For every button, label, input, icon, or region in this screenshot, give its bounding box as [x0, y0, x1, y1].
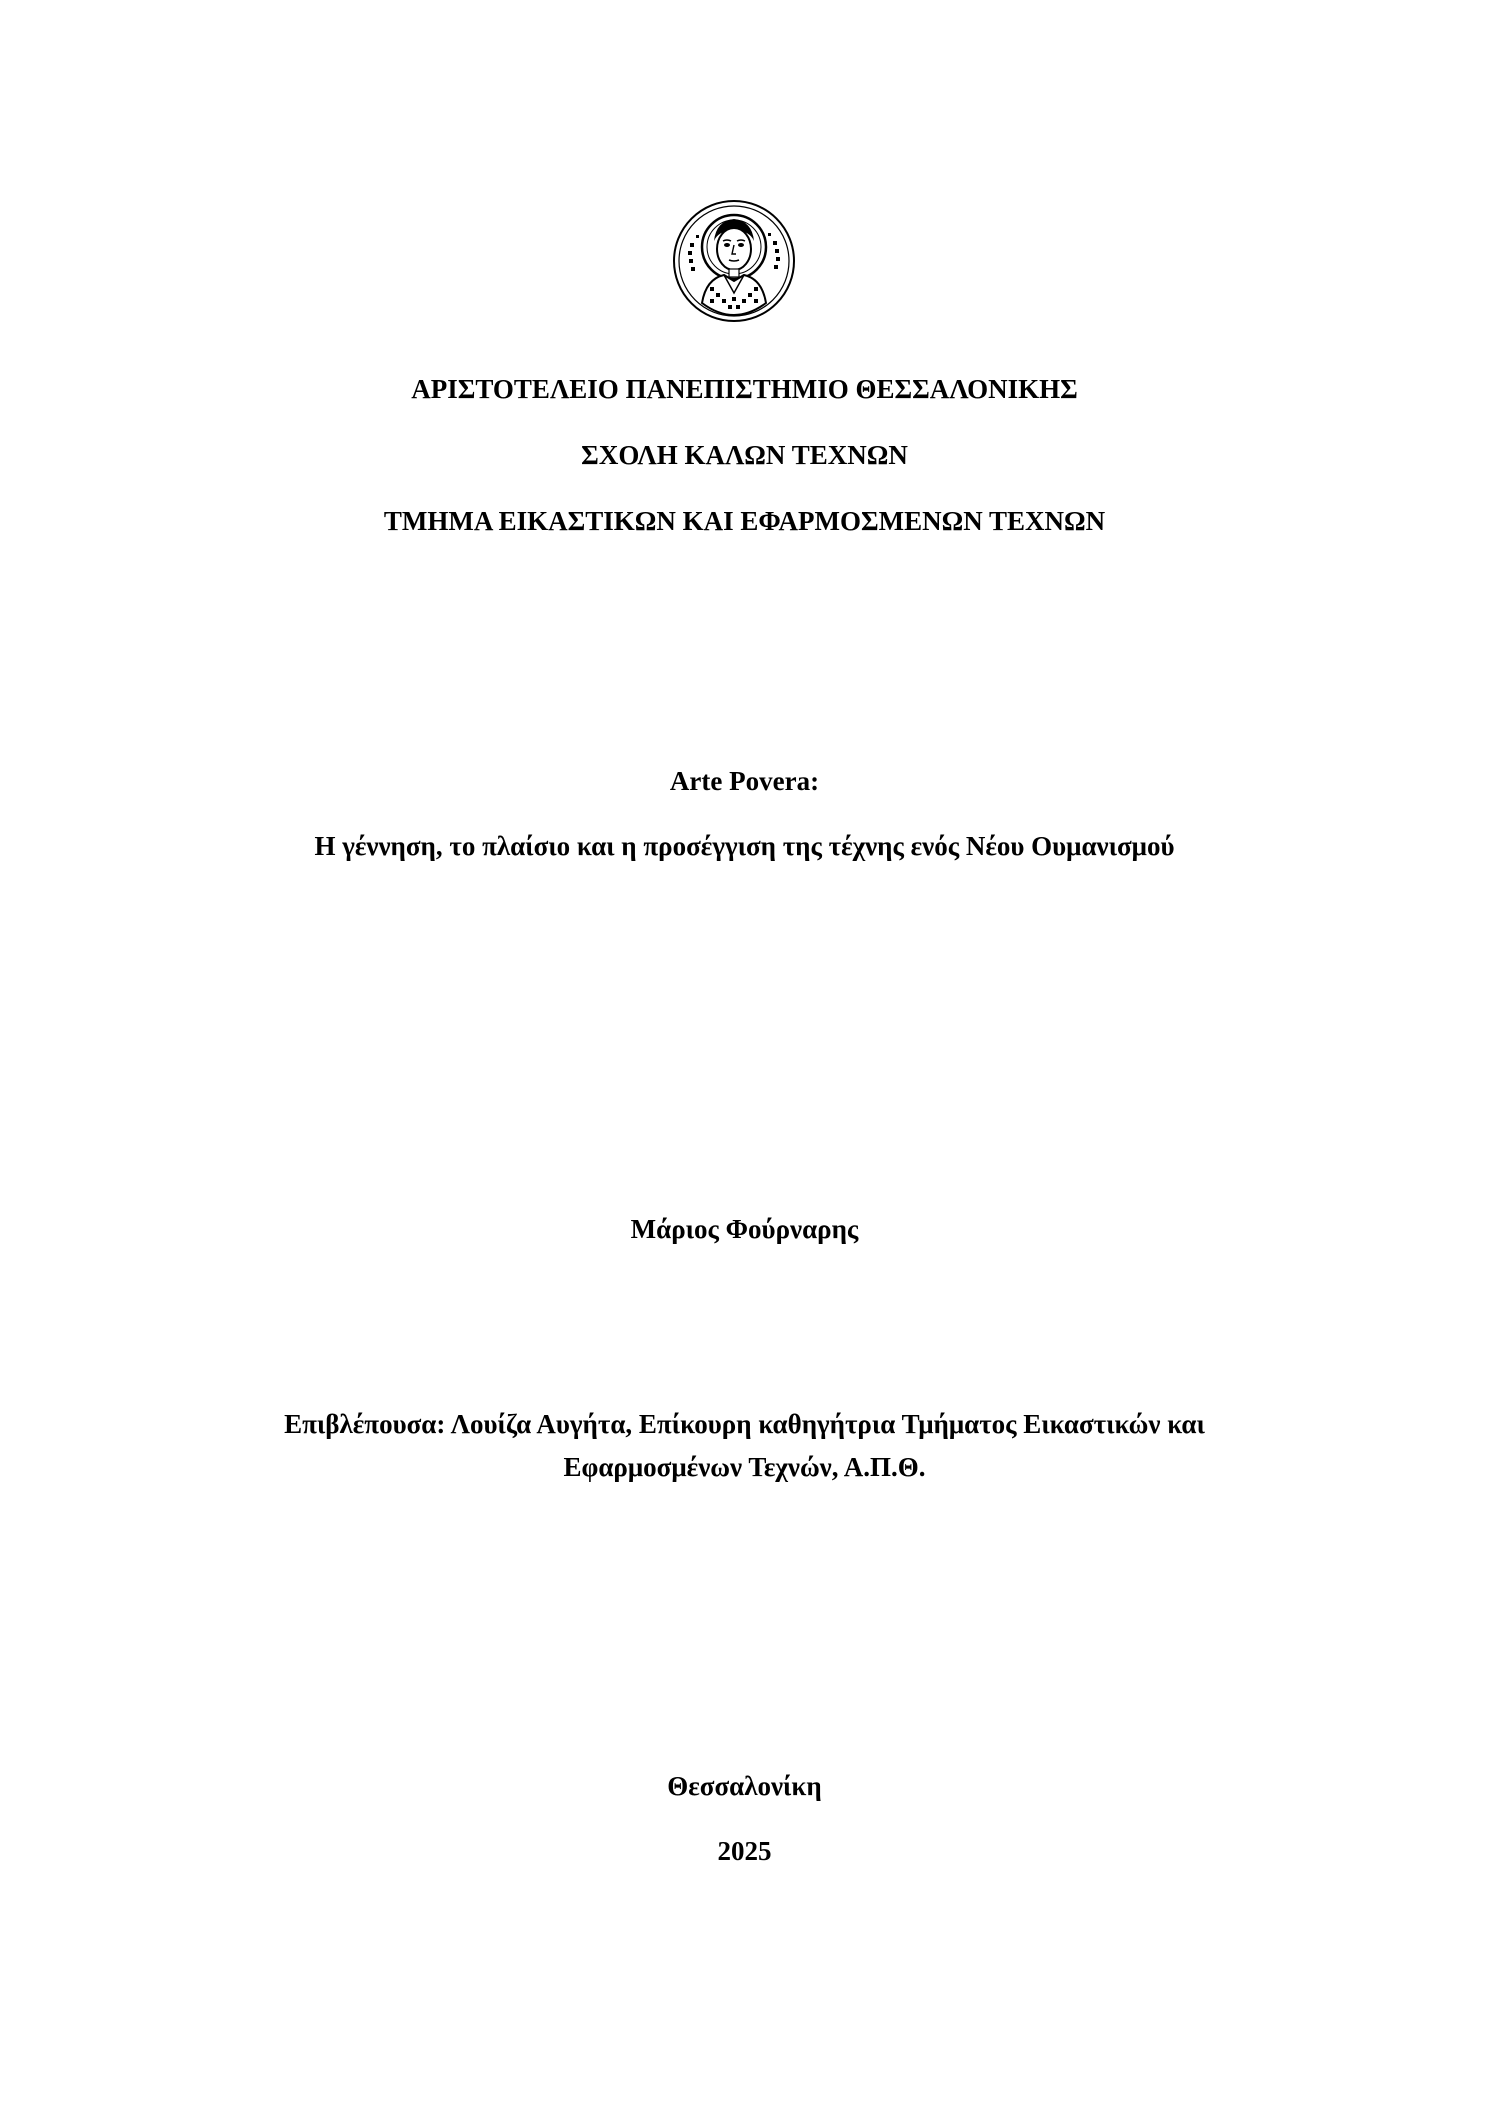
supervisor-line-1: Επιβλέπουσα: Λουίζα Αυγήτα, Επίκουρη καθηγήτρια Τμήματος Εικαστικών και: [284, 1409, 1205, 1439]
department-name: ΤΜΗΜΑ ΕΙΚΑΣΤΙΚΩΝ ΚΑΙ ΕΦΑΡΜΟΣΜΕΝΩΝ ΤΕΧΝΩΝ: [383, 506, 1106, 536]
year: 2025: [717, 1836, 772, 1866]
university-seal-logo: [672, 181, 796, 341]
place: Θεσσαλονίκη: [667, 1771, 822, 1801]
thesis-subtitle: Η γέννηση, το πλαίσιο και η προσέγγιση της τέχνης ενός Νέου Ουμανισμού: [314, 831, 1175, 861]
university-name: ΑΡΙΣΤΟΤΕΛΕΙΟ ΠΑΝΕΠΙΣΤΗΜΙΟ ΘΕΣΣΑΛΟΝΙΚΗΣ: [411, 374, 1078, 404]
school-name: ΣΧΟΛΗ ΚΑΛΩΝ ΤΕΧΝΩΝ: [581, 440, 908, 470]
author-name: Μάριος Φούρναρης: [630, 1214, 859, 1244]
thesis-title: Arte Povera:: [669, 766, 820, 796]
supervisor-line-2: Εφαρμοσμένων Τεχνών, Α.Π.Θ.: [563, 1452, 926, 1482]
